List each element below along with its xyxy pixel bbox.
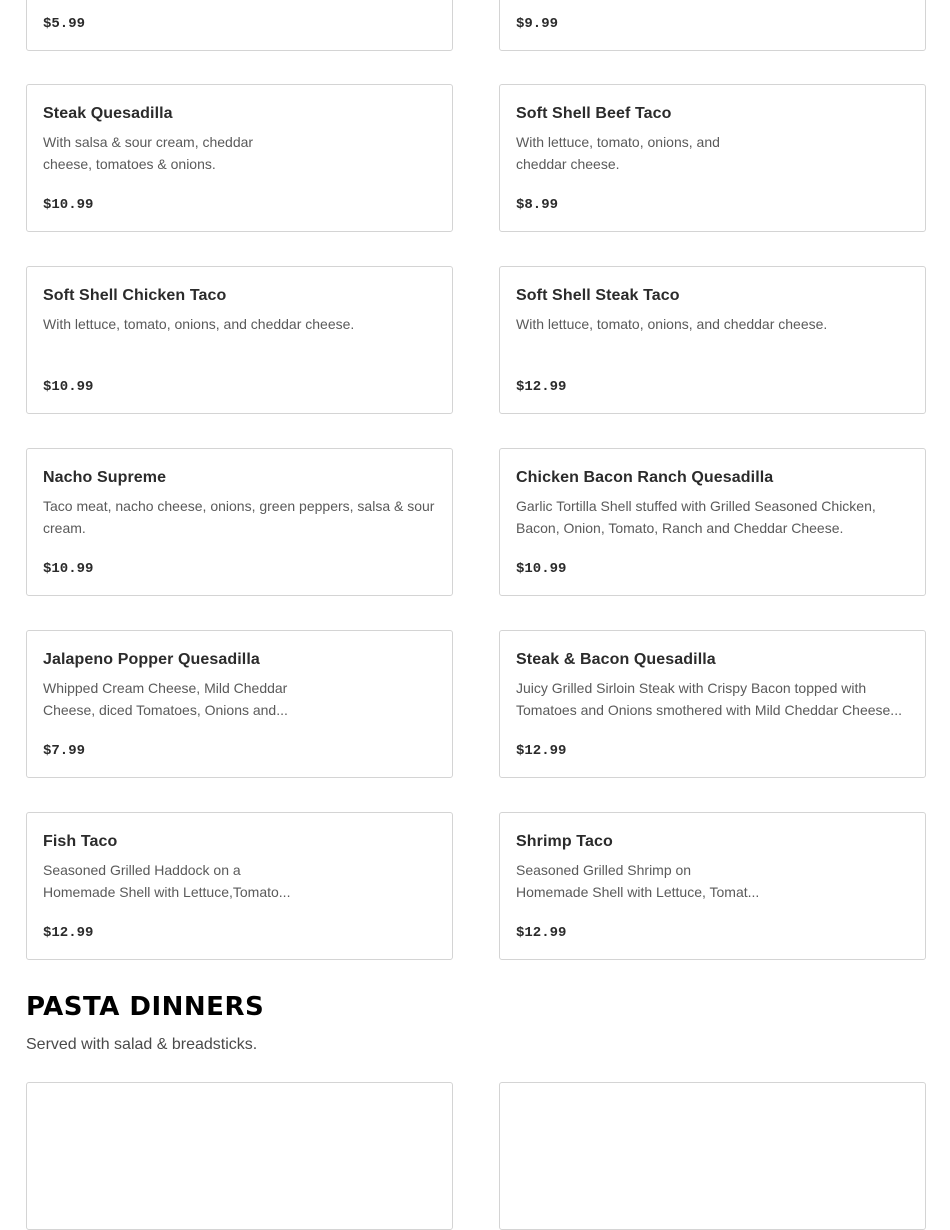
menu-item-price: $12.99 bbox=[516, 925, 567, 941]
menu-item-card[interactable] bbox=[26, 448, 453, 596]
menu-item-price: $12.99 bbox=[516, 743, 567, 759]
menu-item-card[interactable] bbox=[26, 630, 453, 778]
menu-item-description: With salsa & sour cream, cheddar cheese, tomatoes & onions. bbox=[43, 134, 254, 172]
menu-item-description: Juicy Grilled Sirloin Steak with Crispy Bacon topped with Tomatoes and Onions smothered with Mild Cheddar Cheese... bbox=[516, 680, 902, 718]
menu-item-card[interactable] bbox=[26, 266, 453, 414]
menu-item-card[interactable] bbox=[499, 448, 926, 596]
menu-item-price: $7.99 bbox=[43, 743, 86, 759]
menu-item-card[interactable] bbox=[499, 0, 926, 51]
menu-item-description: Taco meat, nacho cheese, onions, green peppers, salsa & sour cream. bbox=[43, 498, 435, 536]
menu-item-name: Shrimp Taco bbox=[516, 833, 613, 850]
menu-item-card[interactable] bbox=[26, 1082, 453, 1230]
menu-item-card[interactable] bbox=[499, 84, 926, 232]
menu-item-card[interactable] bbox=[499, 812, 926, 960]
menu-item-price: $12.99 bbox=[43, 925, 94, 941]
menu-item-price: $12.99 bbox=[516, 379, 567, 395]
menu-item-name: Chicken Bacon Ranch Quesadilla bbox=[516, 469, 774, 486]
menu-item-name: Soft Shell Steak Taco bbox=[516, 287, 680, 304]
menu-item-description: With lettuce, tomato, onions, and cheddar cheese. bbox=[516, 134, 720, 172]
menu-item-name: Soft Shell Beef Taco bbox=[516, 105, 672, 122]
menu-item-price: $9.99 bbox=[516, 16, 559, 32]
menu-item-name: Fish Taco bbox=[43, 833, 118, 850]
menu-item-card[interactable] bbox=[26, 0, 453, 51]
menu-item-price: $8.99 bbox=[516, 197, 559, 213]
menu-item-description: Garlic Tortilla Shell stuffed with Grilled Seasoned Chicken, Bacon, Onion, Tomato, Ranch and Cheddar Cheese. bbox=[516, 498, 876, 536]
menu-item-name: Steak & Bacon Quesadilla bbox=[516, 651, 716, 668]
menu-item-description: With lettuce, tomato, onions, and cheddar cheese. bbox=[516, 316, 828, 332]
menu-item-card[interactable] bbox=[499, 266, 926, 414]
menu-item-card[interactable] bbox=[26, 84, 453, 232]
menu-item-price: $10.99 bbox=[43, 561, 94, 577]
menu-item-name: Nacho Supreme bbox=[43, 469, 167, 486]
menu-item-name: Jalapeno Popper Quesadilla bbox=[43, 651, 260, 668]
section-title: PASTA DINNERS bbox=[26, 992, 265, 1022]
menu-item-price: $10.99 bbox=[43, 379, 94, 395]
menu-item-name: Soft Shell Chicken Taco bbox=[43, 287, 227, 304]
menu-item-description: With lettuce, tomato, onions, and cheddar cheese. bbox=[43, 316, 355, 332]
menu-item-name: Steak Quesadilla bbox=[43, 105, 173, 122]
menu-item-description: Seasoned Grilled Haddock on a Homemade Shell with Lettuce,Tomato... bbox=[43, 862, 291, 900]
menu-item-description: Seasoned Grilled Shrimp on Homemade Shell with Lettuce, Tomat... bbox=[516, 862, 760, 900]
menu-item-description: Whipped Cream Cheese, Mild Cheddar Cheese, diced Tomatoes, Onions and... bbox=[43, 680, 288, 718]
menu-item-card[interactable] bbox=[499, 630, 926, 778]
menu-item-price: $5.99 bbox=[43, 16, 86, 32]
menu-item-card[interactable] bbox=[499, 1082, 926, 1230]
menu-item-card[interactable] bbox=[26, 812, 453, 960]
menu-item-price: $10.99 bbox=[516, 561, 567, 577]
menu-item-price: $10.99 bbox=[43, 197, 94, 213]
section-subtitle: Served with salad & breadsticks. bbox=[26, 1036, 258, 1053]
